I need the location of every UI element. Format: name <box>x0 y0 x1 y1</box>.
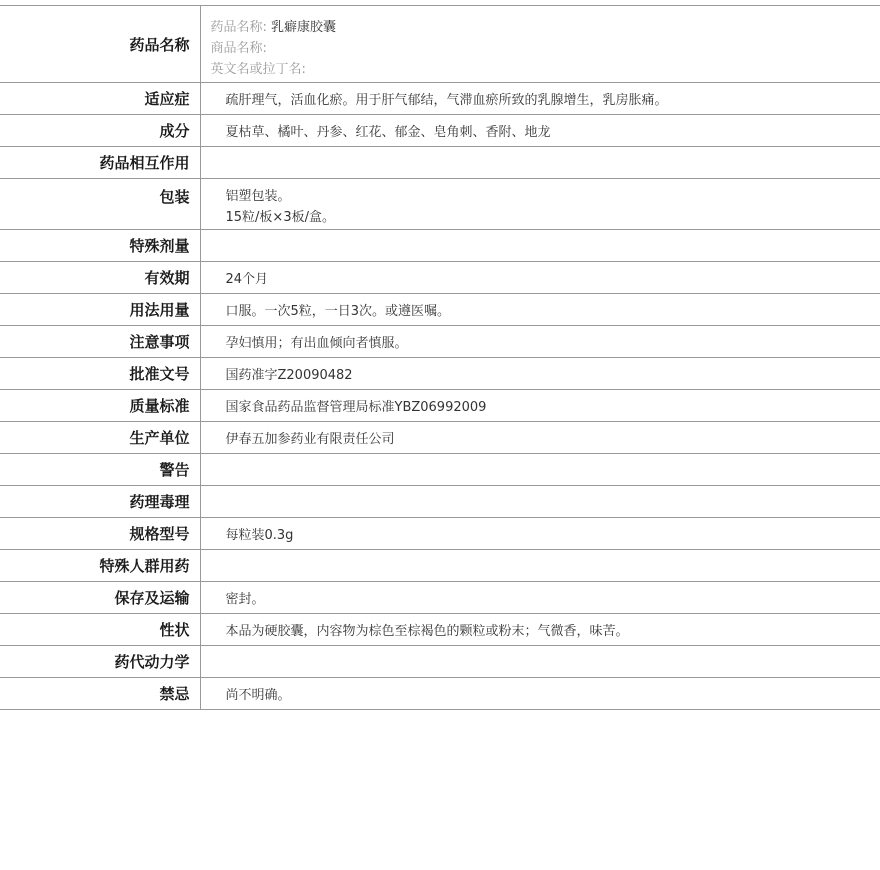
row-value: 尚不明确。 <box>200 678 880 710</box>
trade-name-prefix: 商品名称: <box>210 41 267 56</box>
row-label: 批准文号 <box>0 358 200 390</box>
row-value: 伊春五加参药业有限责任公司 <box>200 422 880 454</box>
row-value: 孕妇慎用；有出血倾向者慎服。 <box>200 326 880 358</box>
row-storage <box>0 582 880 614</box>
row-value <box>200 454 880 486</box>
latin-name-prefix: 英文名或拉丁名: <box>210 62 306 77</box>
row-label: 包装 <box>0 179 200 230</box>
row-value <box>200 230 880 262</box>
row-value <box>200 646 880 678</box>
row-value: 本品为硬胶囊，内容物为棕色至棕褐色的颗粒或粉末；气微香，味苦。 <box>200 614 880 646</box>
row-label: 适应症 <box>0 83 200 115</box>
packaging-line-1: 铝塑包装。 <box>225 189 291 204</box>
row-specification <box>0 518 880 550</box>
generic-name-line <box>211 17 880 38</box>
packaging-line-2: 15粒/板×3板/盒。 <box>225 210 335 225</box>
row-label: 药品相互作用 <box>0 147 200 179</box>
trade-name-line <box>211 38 880 59</box>
row-label: 生产单位 <box>0 422 200 454</box>
row-label: 注意事项 <box>0 326 200 358</box>
row-label: 成分 <box>0 115 200 147</box>
row-label: 警告 <box>0 454 200 486</box>
row-value: 24个月 <box>200 262 880 294</box>
generic-name-value: 乳癖康胶囊 <box>271 20 337 35</box>
row-label: 用法用量 <box>0 294 200 326</box>
row-value: 国药准字Z20090482 <box>200 358 880 390</box>
row-ingredients <box>0 115 880 147</box>
row-label: 质量标准 <box>0 390 200 422</box>
row-value: 每粒装0.3g <box>200 518 880 550</box>
generic-name-prefix: 药品名称: <box>210 20 267 35</box>
row-warning <box>0 454 880 486</box>
row-value: 国家食品药品监督管理局标准YBZ06992009 <box>200 390 880 422</box>
drug-spec-table <box>0 5 880 710</box>
row-interactions <box>0 147 880 179</box>
row-label: 保存及运输 <box>0 582 200 614</box>
row-pharmacokinetics <box>0 646 880 678</box>
row-indications <box>0 83 880 115</box>
latin-name-line <box>211 59 880 80</box>
row-label: 规格型号 <box>0 518 200 550</box>
row-label: 性状 <box>0 614 200 646</box>
row-precautions <box>0 326 880 358</box>
row-label: 特殊人群用药 <box>0 550 200 582</box>
row-value: 密封。 <box>200 582 880 614</box>
row-value: 夏枯草、橘叶、丹参、红花、郁金、皂角刺、香附、地龙 <box>200 115 880 147</box>
row-label: 禁忌 <box>0 678 200 710</box>
row-value: 疏肝理气，活血化瘀。用于肝气郁结，气滞血瘀所致的乳腺增生，乳房胀痛。 <box>200 83 880 115</box>
row-appearance <box>0 614 880 646</box>
row-approval-number <box>0 358 880 390</box>
row-label: 药品名称 <box>0 6 200 83</box>
row-value: 口服。一次5粒，一日3次。或遵医嘱。 <box>200 294 880 326</box>
row-value <box>200 147 880 179</box>
row-special-dosage <box>0 230 880 262</box>
row-label: 特殊剂量 <box>0 230 200 262</box>
row-value <box>200 486 880 518</box>
row-dosage <box>0 294 880 326</box>
row-value <box>200 550 880 582</box>
row-special-populations <box>0 550 880 582</box>
row-quality-standard <box>0 390 880 422</box>
row-shelf-life <box>0 262 880 294</box>
row-value-drug-name <box>200 6 880 83</box>
row-label: 药代动力学 <box>0 646 200 678</box>
row-pharmacology <box>0 486 880 518</box>
row-label: 有效期 <box>0 262 200 294</box>
row-manufacturer <box>0 422 880 454</box>
row-value-packaging <box>200 179 880 230</box>
row-packaging <box>0 179 880 230</box>
row-contraindications <box>0 678 880 710</box>
row-label: 药理毒理 <box>0 486 200 518</box>
row-drug-name <box>0 6 880 83</box>
